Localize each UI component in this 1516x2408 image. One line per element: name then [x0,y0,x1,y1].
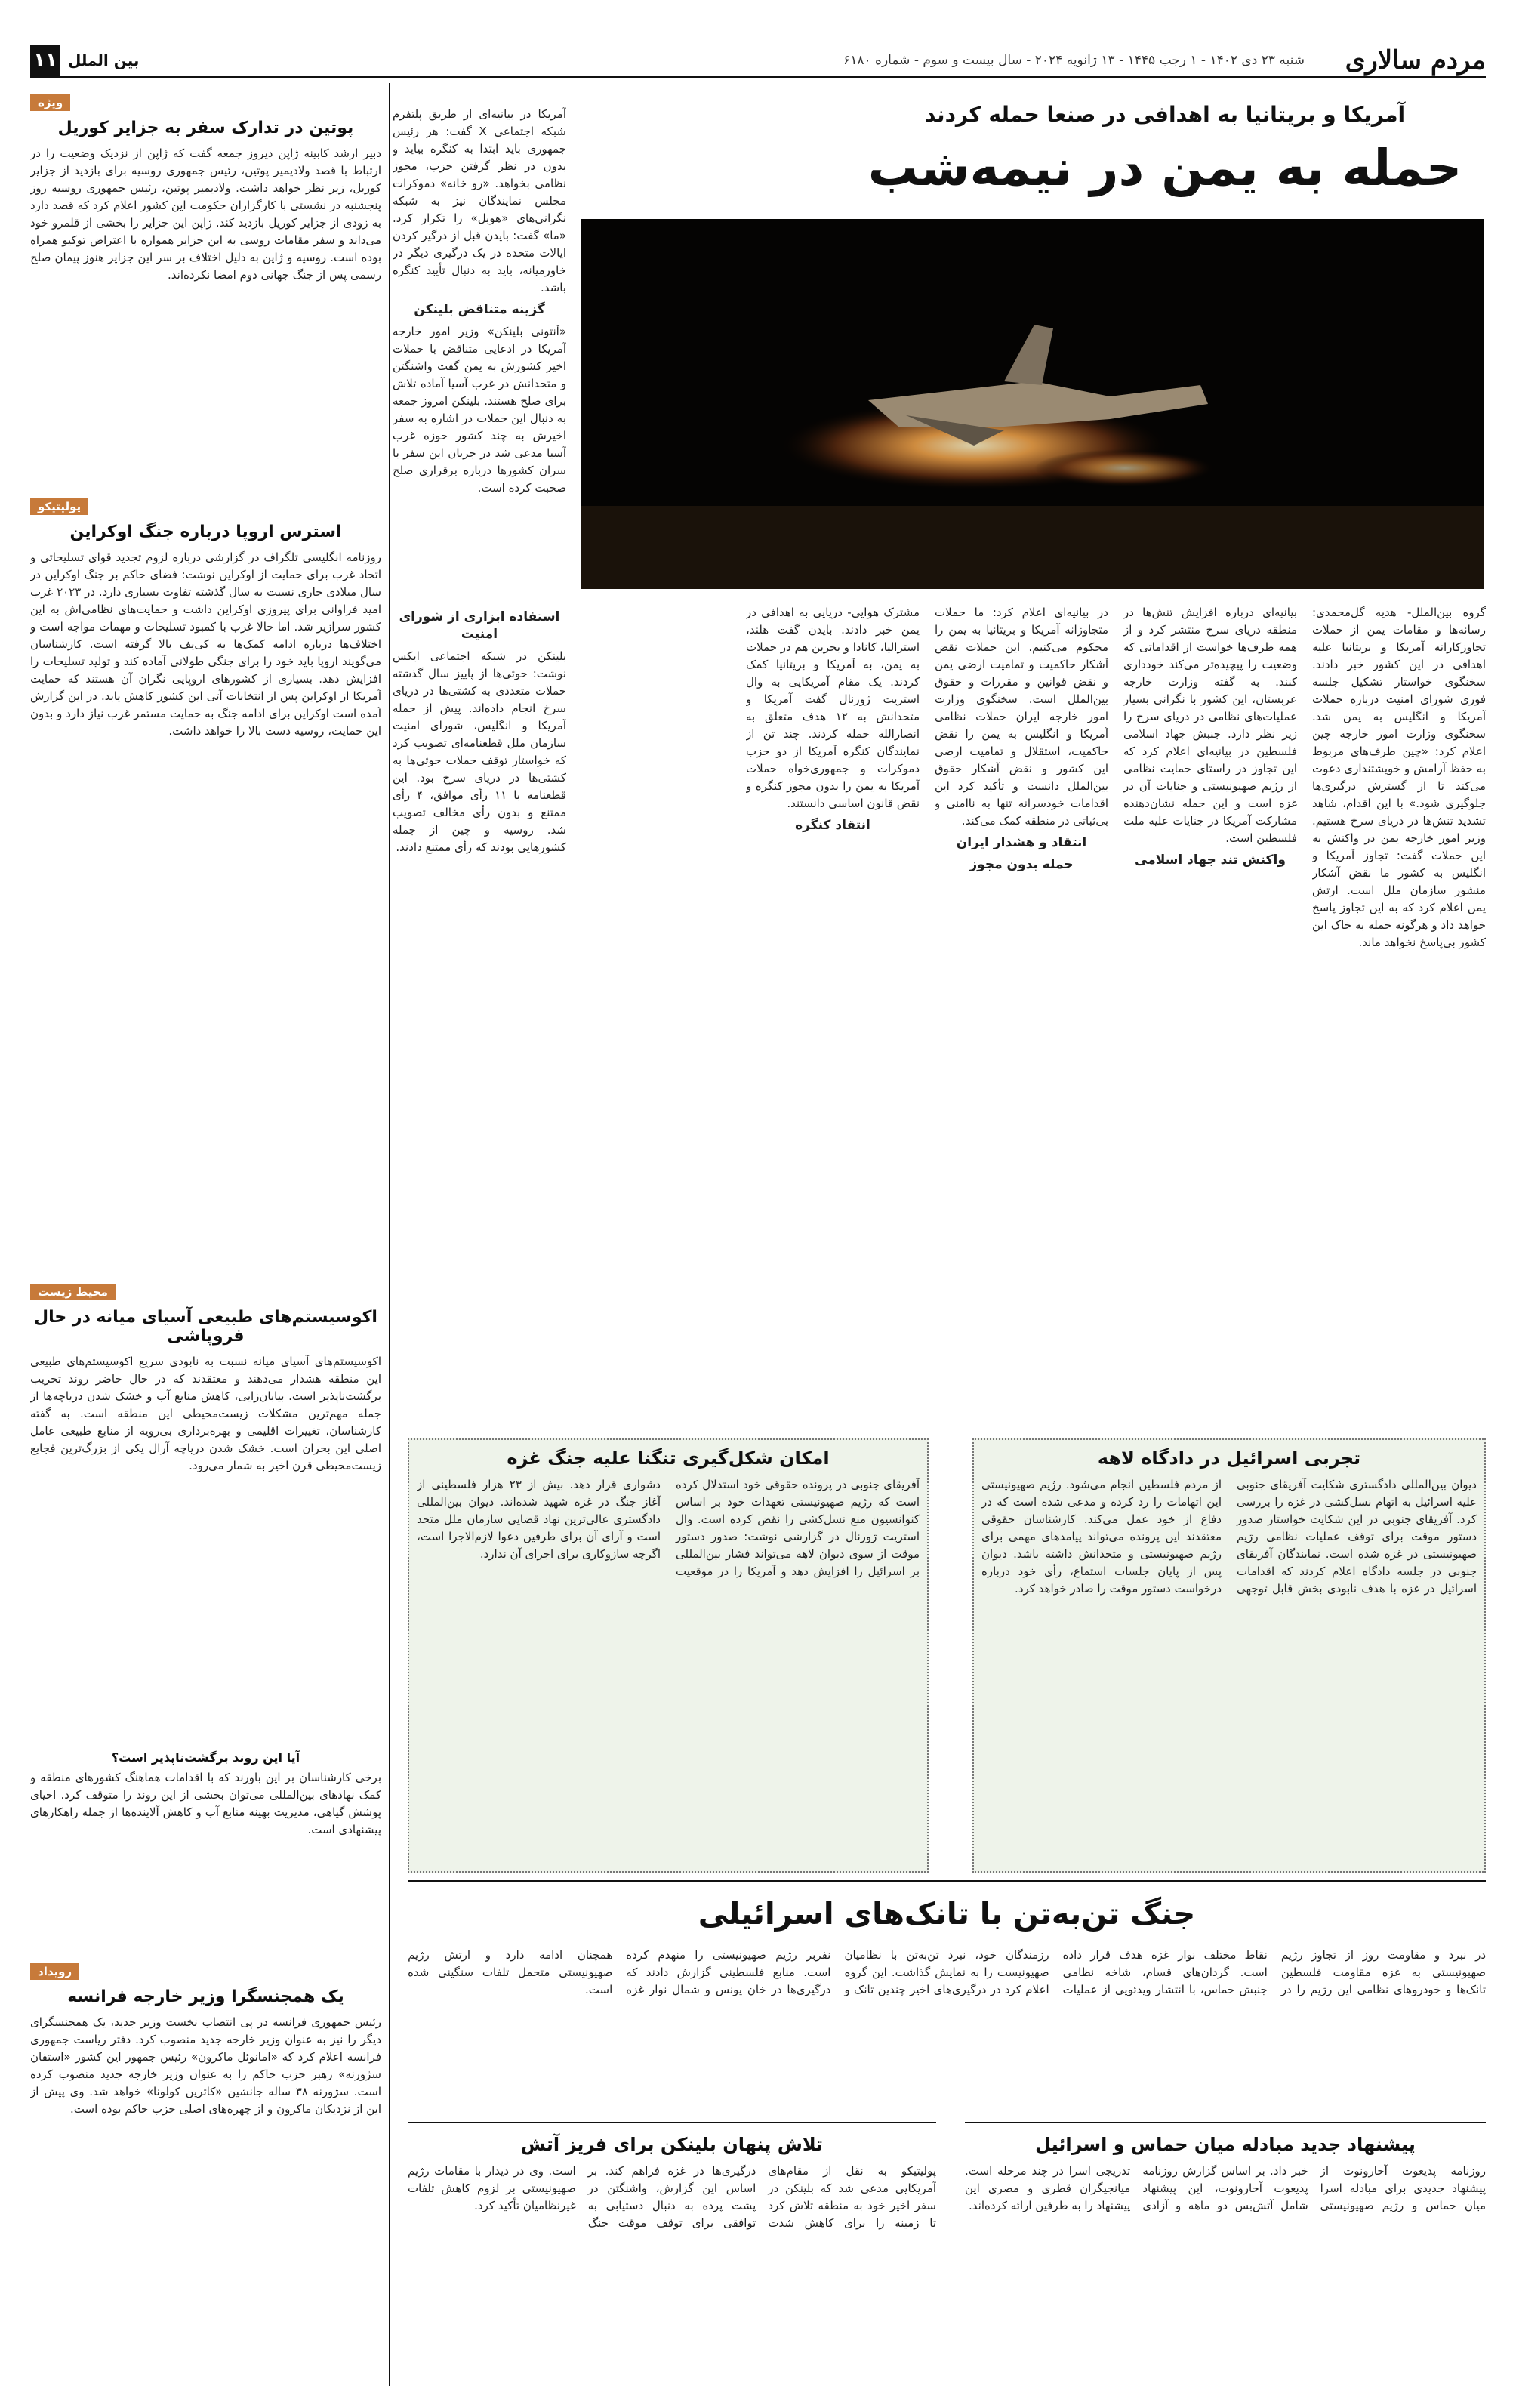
tag-special: ویژه [30,94,70,111]
side-france-title: یک همجنسگرا وزیر خارجه فرانسه [67,1987,344,2006]
page-number: ۱۱ [30,45,60,76]
subhead-jihad: واکنش تند جهاد اسلامی [1135,853,1286,868]
story-blinken-text: پولیتیکو به نقل از مقام‌های آمریکایی مدعی شد که بلینکن در سفر اخیر خود به منطقه تلاش کرد تا زمینه را برای کاهش شدت درگیری‌ها در غزه فراهم کند. بر اساس این گزارش، واشنگتن در پشت پرده به دنبال دستیابی به توافقی برای توقف موقت جنگ است. وی در دیدار با مقامات رژیم صهیونیستی بر لزوم کاهش تلفات غیرنظامیان تأکید کرد. [408,2164,936,2230]
lead-title: حمله به یمن در نیمه‌شب [867,139,1462,197]
subhead-congress: انتقاد کنگره [795,818,870,833]
banner-story [408,1880,1486,2116]
story-exchange-title: پیشنهاد جدید مبادله میان حماس و اسرائیل [1035,2134,1416,2155]
tag-event: رویداد [30,1963,79,1980]
side-kuril-text: دبیر ارشد کابینه ژاپن دیروز جمعه گفت که ژاپن از نزدیک وضعیت را در ارتباط با قصد ولادیمیر پوتین، رئیس جمهوری روسیه برای بازدید از جزایر کوریل، زیر نظر خواهد داشت. ولادیمیر پوتین، رئیس جمهوری روسیه روز پنجشنبه در نشستی با کارگزاران حکومت این کشور اعلام کرد که قصد دارد به زودی از جزایر کوریل بازدید کند. ژاپن این جزایر را بخشی از قلمرو خود می‌داند و سفر مقامات روسی به این جزایر همواره با اعتراض توکیو همراه بوده است. روسیه و ژاپن به دلیل اختلاف بر سر این جزایر هنوز پیمان صلح رسمی پس از جنگ جهانی دوم امضا نکرده‌اند. [30,146,381,282]
story-exchange-text: روزنامه پدیعوت آحارونوت از پیشنهاد جدیدی برای مبادله اسرا میان حماس و رژیم صهیونیستی خبر داد. بر اساس گزارش روزنامه پدیعوت آحارونوت، این پیشنهاد شامل آتش‌بس دو ماهه و آزادی تدریجی اسرا در چند مرحله است. میانجیگران قطری و مصری این پیشنهاد را به طرفین ارائه کرده‌اند. [965,2164,1486,2212]
subhead-unauthorized: حمله بدون مجوز [969,857,1074,872]
story-blinken [408,2122,936,2388]
dateline: شنبه ۲۳ دی ۱۴۰۲ - ۱ رجب ۱۴۴۵ - ۱۳ ژانویه ۲۰۲۴ - سال بیست و سوم - شماره ۶۱۸۰ [843,53,1305,68]
banner-title: جنگ تن‌به‌تن با تانک‌های اسرائیلی [698,1897,1196,1932]
side-europe-title: استرس اروپا درباره جنگ اوکراین [69,523,342,541]
lead-column-b: بیانیه‌ای درباره افزایش تنش‌ها در منطقه دریای سرخ منتشر کرد و از همه طرف‌ها خواست از اقداماتی که وضعیت را پیچیده‌تر می‌کند خودداری کنند. به گفته وزارت خارجه عربستان، این کشور با نگرانی بسیار عملیات‌های نظامی در دریای سرخ را زیر نظر دارد. جنبش جهاد اسلامی فلسطین در بیانیه‌ای اعلام کرد که این تجاوز در راستای حمایت نظامی از رژیم صهیونیستی و جنایات آن در غزه است و این حمله نشان‌دهنده مشارکت آمریکا در جنایات علیه ملت فلسطین است. واکنش تند جهاد اسلامی [1123,606,1297,868]
fighter-jet-image [581,219,1484,589]
side-story-kuril [30,94,381,472]
masthead: مردم سالاری [1345,45,1486,76]
lead-photo [581,219,1484,589]
side-europe-text: روزنامه انگلیسی تلگراف در گزارشی درباره لزوم تجدید قوای تسلیحاتی و اتحاد غرب برای حمایت از اوکراین نوشت: فضای حاکم بر جنگ اوکراین در سال میلادی جاری نسبت به سال گذشته تفاوت بسیاری دارد. در ۲۰۲۳ غرب امید فراوانی برای پیروزی اوکراین داشت و حمایت‌های نظامی‌اش به این کشور سرازیر شد. اما حالا غرب با کمبود تسلیحات و مهمات مواجه است و اختلاف‌ها درباره ادامه کمک‌ها به کی‌یف بالا گرفته است. کارشناسان می‌گویند اروپا باید خود را برای جنگی طولانی آماده کند و تولید تسلیحات را افزایش دهد. بسیاری از کشورهای اروپایی نگران آن هستند که حمایت آمریکا از اوکراین پس از انتخابات آتی این کشور کاهش یابد. در این گزارش آمده است اوکراین برای ادامه جنگ به حمایت مستمر غرب نیاز دارد و بدون این حمایت، روسیه دست بالا را خواهد داشت. [30,550,381,738]
section-name: بین الملل [68,51,140,69]
story-exchange [965,2122,1486,2388]
lead-column-e: آمریکا در بیانیه‌ای از طریق پلتفرم شبکه اجتماعی X گفت: هر رئیس جمهوری باید ابتدا به کنگره بیاید و بدون در نظر گرفتن حزب، مجوز نظامی بخواهد. «رو خانه» دموکرات مجلس نمایندگان نیز به شبکه نگرانی‌های «هوبل» را تکرار کرد. «ما» گفت: بایدن قبل از درگیر کردن ایالات متحده در یک درگیری دیگر در خاورمیانه، باید به دنبال تأیید کنگره باشد. گزینه متناقض بلینکن «آنتونی بلینکن» وزیر امور خارجه آمریکا در ادعایی متناقض با حملات اخیر کشورش به یمن گفت واشنگتن و متحدانش در غرب آسیا آماده تلاش برای صلح هستند. بلینکن امروز جمعه به دنبال این حملات در اشاره به سفر اخیرش به چند کشور حوزه غرب آسیا مدعی شد در جریان این سفر با سران کشورها درباره برقراری صلح صحبت کرده است. [393,107,566,495]
subhead-security-council: استفاده ابزاری از شورای امنیت [399,609,560,642]
side-story-ecosystem [30,1284,381,1948]
subhead-iran: انتقاد و هشدار ایران [956,835,1087,850]
box-hague-text: دیوان بین‌المللی دادگستری شکایت آفریقای جنوبی علیه اسرائیل به اتهام نسل‌کشی در غزه را بررسی کرد. آفریقای جنوبی در این شکایت خواستار صدور دستور موقت برای توقف عملیات نظامی رژیم صهیونیستی در غزه شده است. نمایندگان آفریقای جنوبی در جلسه دادگاه اعلام کردند که اقدامات اسرائیل در غزه با هدف نابودی بخش قابل توجهی از مردم فلسطین انجام می‌شود. رژیم صهیونیستی این اتهامات را رد کرده و مدعی شده است که در دفاع از خود عمل می‌کند. کارشناسان حقوقی معتقدند این پرونده می‌تواند پیامدهای مهمی برای رژیم صهیونیستی و متحدانش داشته باشد. دیوان پس از پایان جلسات استماع، رأی خود درباره درخواست دستور موقت را صادر خواهد کرد. [981,1478,1477,1596]
lead-kicker: آمریکا و بریتانیا به اهدافی در صنعا حمله کردند [924,102,1406,127]
side-story-europe [30,498,381,1269]
column-divider [389,83,390,2386]
box-gaza-text: آفریقای جنوبی در پرونده حقوقی خود استدلال کرده است که رژیم صهیونیستی تعهدات خود بر اساس کنوانسیون منع نسل‌کشی را نقض کرده است. وال استریت ژورنال در گزارشی نوشت: صدور دستور موقت از سوی دیوان لاهه می‌تواند فشار بین‌المللی بر اسرائیل را افزایش دهد و آمریکا را در موقعیت دشواری قرار دهد. بیش از ۲۳ هزار فلسطینی از آغاز جنگ در غزه شهید شده‌اند. دیوان بین‌المللی دادگستری عالی‌ترین نهاد قضایی سازمان ملل متحد است و آرای آن برای طرفین دعوا لازم‌الاجرا است، اگرچه سازوکاری برای اجرای آن ندارد. [417,1478,920,1578]
tag-environment: محیط زیست [30,1284,116,1300]
box-hague-title: تجربی اسرائیل در دادگاه لاهه [1097,1448,1361,1469]
side-story-france [30,1963,381,2386]
side-kuril-title: پوتین در تدارک سفر به جزایر کوریل [57,119,354,137]
box-gaza [408,1438,929,1873]
lead-headline [844,102,1486,197]
side-eco-text2: برخی کارشناسان بر این باورند که با اقدامات هماهنگ کشورهای منطقه و کمک نهادهای بین‌المللی می‌توان بخشی از این روند را متوقف کرد. احیای پوشش گیاهی، مدیریت بهینه منابع آب و کاهش آلاینده‌ها از جمله راهکارهای پیشنهادی است. [30,1771,381,1836]
page-header [30,45,1486,78]
lead-column-a: گروه بین‌الملل- هدیه گل‌محمدی: رسانه‌ها و مقامات یمن از حملات تجاوزکارانه آمریکا و بریتانیا علیه اهدافی در این کشور خبر دادند. سخنگوی خواستار تشکیل جلسه فوری شورای امنیت درباره حملات آمریکا و انگلیس به یمن شد. سخنگوی وزارت امور خارجه چین اعلام کرد: «چین طرف‌های مربوط به حفظ آرامش و خویشتنداری دعوت می‌کند تا از گسترش درگیری‌ها جلوگیری شود.» با این اقدام، شاهد تشدید تنش‌ها در دریای سرخ هستیم. وزیر امور خارجه یمن در واکنش به این حملات گفت: تجاوز آمریکا و انگلیس به کشور ما نقض آشکار منشور سازمان ملل است. ارتش یمن اعلام کرد که به این تجاوز پاسخ خواهد داد و هرگونه حمله به خاک این کشور بی‌پاسخ نخواهد ماند. [1312,606,1486,949]
lead-column-g: استفاده ابزاری از شورای امنیت بلینکن در شبکه اجتماعی ایکس نوشت: حوثی‌ها از پاییز سال گذشته حملات متعددی به کشتی‌ها در دریای سرخ انجام داده‌اند. پیش از حمله آمریکا و انگلیس، شورای امنیت سازمان ملل قطعنامه‌ای تصویب کرد که خواستار توقف حملات حوثی‌ها به کشتی‌ها در دریای سرخ بود. این قطعنامه با ۱۱ رأی موافق، ۴ رأی ممتنع و بدون رأی مخالف تصویب شد. روسیه و چین از جمله کشورهایی بودند که رأی ممتنع دادند. [393,609,566,854]
tag-politico: پولیتیکو [30,498,88,515]
lead-column-c: در بیانیه‌ای اعلام کرد: ما حملات متجاوزانه آمریکا و بریتانیا به یمن را محکوم می‌کنیم. این حملات نقض آشکار حاکمیت و تمامیت ارضی یمن و نقض قوانین و مقررات و حقوق بین‌الملل است. سخنگوی وزارت امور خارجه ایران حملات نظامی آمریکا و انگلیس به یمن را نقض حاکمیت، استقلال و تمامیت ارضی این کشور و نقض آشکار حقوق بین‌الملل دانست و تأکید کرد این اقدامات خودسرانه تنها به ناامنی و بی‌ثباتی در منطقه کمک می‌کند. انتقاد و هشدار ایران حمله بدون مجوز [935,606,1108,872]
side-eco-text: اکوسیستم‌های آسیای میانه نسبت به نابودی سریع اکوسیستم‌های طبیعی این منطقه هشدار می‌دهند و معتقدند که در حال حاضر روند تخریب برگشت‌ناپذیر است. بیابان‌زایی، کاهش منابع آب و خشک شدن دریاچه‌ها از جمله مهم‌ترین مشکلات زیست‌محیطی این منطقه است. به گفته کارشناسان، تغییرات اقلیمی و بهره‌برداری بی‌رویه از منابع طبیعی عامل اصلی این بحران است. خشک شدن دریاچه آرال یکی از بزرگ‌ترین فجایع زیست‌محیطی قرن اخیر به شمار می‌رود. [30,1355,381,1472]
lead-column-d: مشترک هوایی- دریایی به اهدافی در یمن خبر دادند. بایدن گفت هلند، استرالیا، کانادا و بحرین هم در حملات به یمن، به آمریکا و بریتانیا کمک کردند. یک مقام آمریکایی به وال استریت ژورنال گفت آمریکا و متحدانش به ۱۲ هدف متعلق به انصارالله حمله کردند. چند تن از نمایندگان کنگره آمریکا از دو حزب دموکرات و جمهوری‌خواه حملات آمریکا به یمن را بدون مجوز کنگره و نقض قانون اساسی دانستند. انتقاد کنگره [746,606,920,833]
side-france-text: رئیس جمهوری فرانسه در پی انتصاب نخست وزیر جدید، یک همجنسگرای دیگر را نیز به عنوان وزیر خارجه جدید منصوب کرد. دفتر ریاست جمهوری فرانسه اعلام کرد که «امانوئل ماکرون» رئیس جمهور این کشور «استفان سژورنه» رهبر حزب حاکم را به عنوان وزیر خارجه جدید منصوب کرده است. سژورنه ۳۸ ساله جانشین «کاترین کولونا» خواهد شد. وی پیش از این از نزدیکان ماکرون و از چهره‌های اصلی حزب حاکم بوده است. [30,2015,381,2116]
banner-text: در نبرد و مقاومت روز از تجاوز رژیم صهیونیستی به غزه مقاومت فلسطین تانک‌ها و خودروهای نظامی این رژیم را در نقاط مختلف نوار غزه هدف قرار داده است. گردان‌های قسام، شاخه نظامی جنبش حماس، با انتشار ویدئویی از عملیات رزمندگان خود، نبرد تن‌به‌تن با نظامیان صهیونیست را به نمایش گذاشت. این گروه اعلام کرد در درگیری‌های اخیر چندین تانک و نفربر رژیم صهیونیستی را منهدم کرده است. منابع فلسطینی گزارش دادند که درگیری‌ها در خان یونس و شمال نوار غزه همچنان ادامه دارد و ارتش رژیم صهیونیستی متحمل تلفات سنگینی شده است. [408,1948,1486,1996]
subhead-blinken: گزینه متناقض بلینکن [414,302,545,317]
story-blinken-title: تلاش پنهان بلینکن برای فریز آتش [520,2134,824,2155]
side-eco-title: اکوسیستم‌های طبیعی آسیای میانه در حال فروپاشی [34,1308,377,1346]
box-hague [972,1438,1486,1873]
side-eco-subhead: آیا این روند برگشت‌ناپذیر است؟ [111,1750,300,1765]
box-gaza-title: امکان شکل‌گیری تنگنا علیه جنگ غزه [507,1448,830,1469]
